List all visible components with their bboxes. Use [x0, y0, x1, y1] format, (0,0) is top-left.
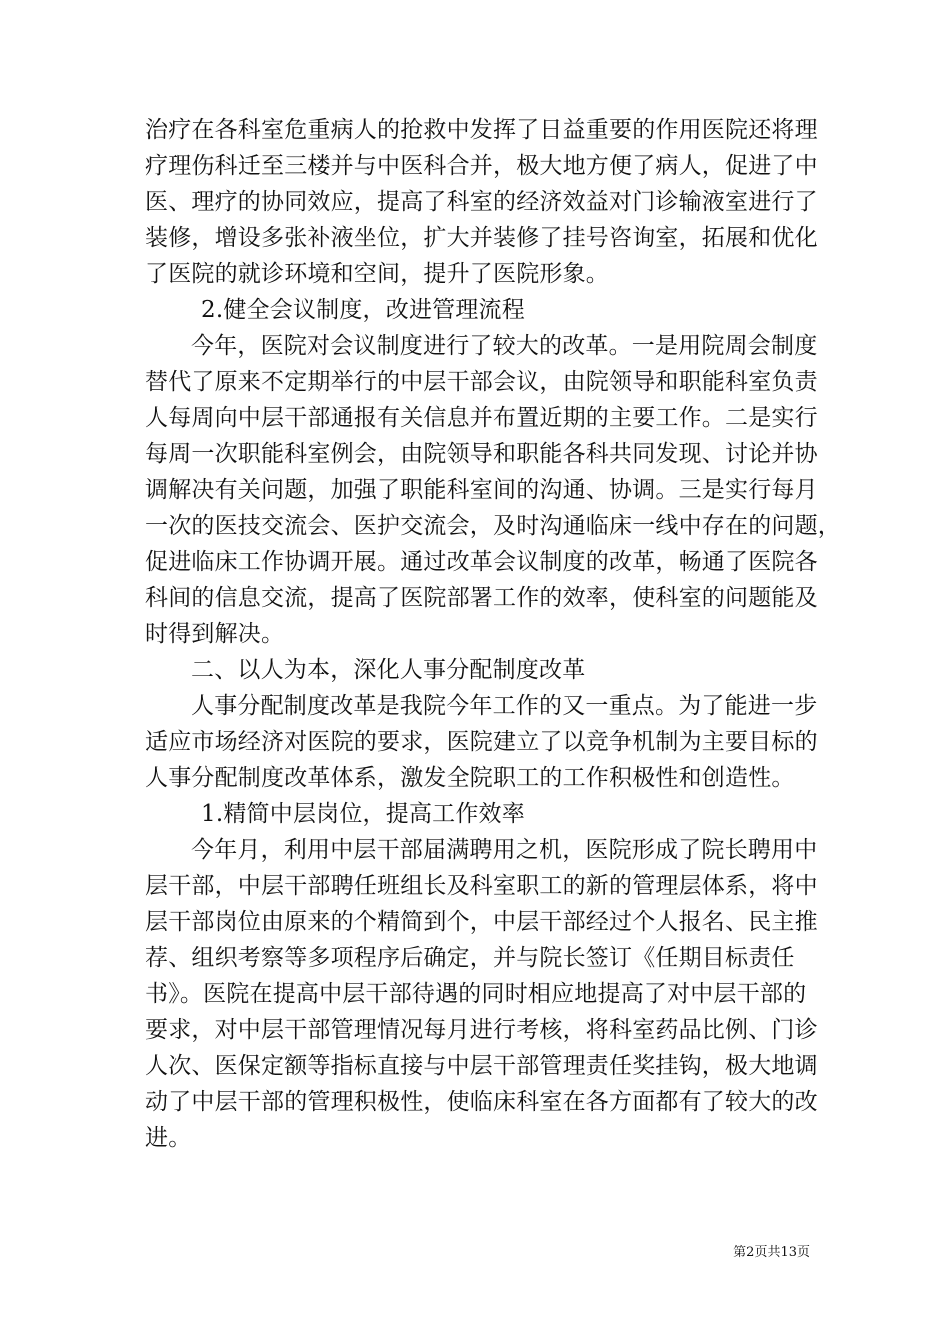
page-number: 第2页共13页 — [733, 1245, 810, 1260]
paragraph-line: 每周一次职能科室例会，由院领导和职能各科共同发现、讨论并协 — [145, 441, 818, 467]
paragraph-line: 人次、医保定额等指标直接与中层干部管理责任奖挂钩，极大地调 — [145, 1053, 818, 1079]
paragraph-line: 促进临床工作协调开展。通过改革会议制度的改革，畅通了医院各 — [145, 549, 818, 575]
paragraph-line: 科间的信息交流，提高了医院部署工作的效率，使科室的问题能及 — [145, 585, 818, 611]
paragraph-line: 装修，增设多张补液坐位，扩大并装修了挂号咨询室，拓展和优化 — [145, 225, 818, 251]
paragraph-line: 了医院的就诊环境和空间，提升了医院形象。 — [145, 261, 609, 287]
section-heading: 1.精简中层岗位，提高工作效率 — [201, 801, 525, 827]
paragraph-line: 动了中层干部的管理积极性，使临床科室在各方面都有了较大的改 — [145, 1089, 818, 1115]
paragraph-line: 层干部岗位由原来的个精简到个，中层干部经过个人报名、民主推 — [145, 909, 818, 935]
paragraph-line: 荐、组织考察等多项程序后确定，并与院长签订《任期目标责任 — [145, 945, 795, 971]
paragraph-line: 人每周向中层干部通报有关信息并布置近期的主要工作。二是实行 — [145, 405, 818, 431]
paragraph-line: 层干部，中层干部聘任班组长及科室职工的新的管理层体系，将中 — [145, 873, 818, 899]
paragraph-line: 进。 — [145, 1125, 192, 1151]
paragraph-line: 今年，医院对会议制度进行了较大的改革。一是用院周会制度 — [191, 333, 818, 359]
paragraph-line: 时得到解决。 — [145, 621, 285, 647]
paragraph-line: 书》。医院在提高中层干部待遇的同时相应地提高了对中层干部的 — [145, 981, 807, 1007]
paragraph-line: 人事分配制度改革体系，激发全院职工的工作积极性和创造性。 — [145, 765, 795, 791]
paragraph-line: 适应市场经济对医院的要求，医院建立了以竞争机制为主要目标的 — [145, 729, 818, 755]
section-heading: 二、以人为本，深化人事分配制度改革 — [191, 657, 586, 683]
paragraph-line: 疗理伤科迁至三楼并与中医科合并，极大地方便了病人，促进了中 — [145, 153, 818, 179]
section-heading: 2.健全会议制度，改进管理流程 — [201, 297, 525, 323]
paragraph-line: 替代了原来不定期举行的中层干部会议，由院领导和职能科室负责 — [145, 369, 818, 395]
paragraph-line: 医、理疗的协同效应，提高了科室的经济效益对门诊输液室进行了 — [145, 189, 818, 215]
paragraph-line: 人事分配制度改革是我院今年工作的又一重点。为了能进一步 — [191, 693, 818, 719]
paragraph-line: 调解决有关问题，加强了职能科室间的沟通、协调。三是实行每月 — [145, 477, 818, 503]
paragraph-line: 要求，对中层干部管理情况每月进行考核，将科室药品比例、门诊 — [145, 1017, 818, 1043]
document-body — [145, 112, 841, 1156]
paragraph-line: 一次的医技交流会、医护交流会，及时沟通临床一线中存在的问题， — [145, 513, 841, 539]
paragraph-line: 治疗在各科室危重病人的抢救中发挥了日益重要的作用医院还将理 — [145, 117, 818, 143]
paragraph-line: 今年月，利用中层干部届满聘用之机，医院形成了院长聘用中 — [191, 837, 818, 863]
